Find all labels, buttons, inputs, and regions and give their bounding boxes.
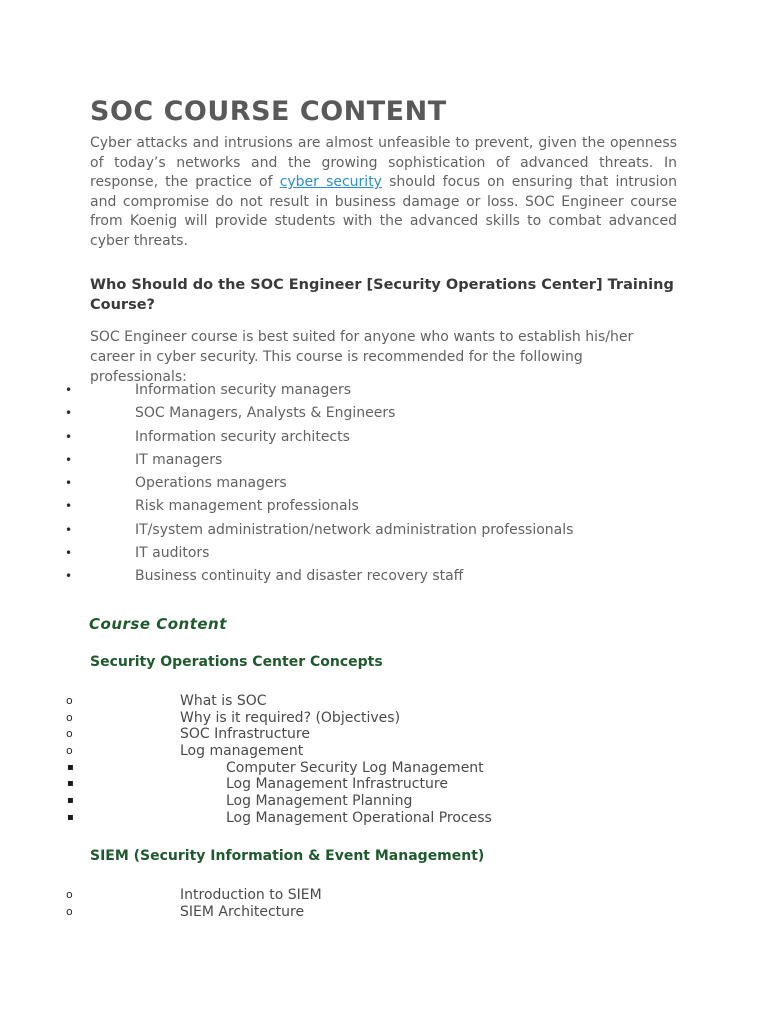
- list-item: [0, 904, 700, 921]
- square-bullet-icon: ▪: [67, 811, 74, 823]
- audience-item-label: Risk management professionals: [135, 498, 359, 515]
- audience-item: [0, 543, 700, 566]
- list-item-label: Introduction to SIEM: [180, 887, 322, 903]
- square-bullet-icon: ▪: [67, 778, 74, 790]
- audience-item: [0, 380, 700, 403]
- audience-list: [0, 380, 700, 590]
- course-content-heading: Course Content: [89, 615, 227, 633]
- audience-item-label: Information security managers: [135, 382, 352, 398]
- bullet-icon: •: [65, 499, 73, 514]
- circle-bullet-icon: o: [66, 888, 73, 901]
- cyber-security-link[interactable]: cyber security: [279, 174, 382, 190]
- audience-item: [0, 427, 700, 450]
- list-item-label: SOC Infrastructure: [180, 726, 310, 743]
- soc-concepts-list: [0, 693, 700, 827]
- who-should-heading: Who Should do the SOC Engineer [Security Operations Center] Training Course?: [90, 277, 674, 313]
- bullet-icon: •: [65, 383, 73, 397]
- bullet-icon: •: [65, 452, 73, 467]
- audience-item-label: Business continuity and disaster recovery staff: [135, 568, 464, 585]
- circle-bullet-icon: o: [66, 694, 73, 707]
- audience-item: [0, 496, 700, 519]
- siem-heading: SIEM (Security Information & Event Management): [90, 848, 485, 864]
- bullet-icon: •: [65, 546, 73, 561]
- square-bullet-icon: ▪: [67, 761, 74, 773]
- sub-list-item-label: Log Management Operational Process: [226, 809, 492, 826]
- audience-item-label: SOC Managers, Analysts & Engineers: [135, 405, 396, 422]
- list-item-label: What is SOC: [180, 693, 267, 709]
- suited-for-paragraph: SOC Engineer course is best suited for anyone who wants to establish his/her career in cyber security. This course is recommended for the following professionals:: [90, 329, 634, 385]
- audience-item-label: IT auditors: [135, 545, 210, 562]
- sub-list-item: [0, 776, 700, 793]
- list-item: [0, 693, 700, 710]
- audience-item: [0, 403, 700, 426]
- bullet-icon: •: [65, 522, 73, 537]
- sub-list-item-label: Computer Security Log Management: [226, 759, 484, 776]
- circle-bullet-icon: o: [66, 904, 73, 918]
- bullet-icon: •: [65, 406, 73, 421]
- soc-concepts-heading: Security Operations Center Concepts: [90, 654, 383, 670]
- intro-paragraph: [90, 134, 677, 251]
- audience-item: [0, 520, 700, 543]
- sub-list-item: [0, 810, 700, 827]
- list-item: [0, 887, 700, 904]
- audience-item-label: Information security architects: [135, 428, 350, 445]
- bullet-icon: •: [65, 429, 73, 444]
- sub-list-item-label: Log Management Planning: [226, 793, 413, 810]
- intro-text-before-link: Cyber attacks and intrusions are almost unfeasible to prevent, given the openness of today’s networks and the growing sophistication of advanced threats. In response, the practice of: [90, 135, 677, 190]
- audience-item: [0, 450, 700, 473]
- sub-list-item-label: Log Management Infrastructure: [226, 776, 448, 793]
- audience-item-label: IT managers: [135, 451, 223, 468]
- bullet-icon: •: [65, 476, 73, 491]
- siem-list: [0, 887, 700, 920]
- sub-list-item: [0, 760, 700, 777]
- circle-bullet-icon: o: [66, 710, 73, 724]
- list-item-label: Why is it required? (Objectives): [180, 709, 401, 726]
- audience-item: [0, 473, 700, 496]
- circle-bullet-icon: o: [66, 727, 73, 741]
- list-item: [0, 726, 700, 743]
- list-item-label: SIEM Architecture: [180, 903, 305, 920]
- audience-item-label: IT/system administration/network administration professionals: [135, 521, 574, 538]
- list-item: [0, 743, 700, 760]
- square-bullet-icon: ▪: [67, 795, 74, 807]
- list-item: [0, 710, 700, 727]
- intro-text-after-link: should focus on ensuring that intrusion and compromise do not result in business damage or loss. SOC Engineer course from Koenig will provide students with the advanced skills to combat advanced cyber threats.: [90, 174, 677, 249]
- page-title: SOC COURSE CONTENT: [90, 96, 447, 127]
- circle-bullet-icon: o: [66, 744, 73, 758]
- audience-item-label: Operations managers: [135, 475, 287, 492]
- audience-item: [0, 566, 700, 589]
- sub-list-item: [0, 793, 700, 810]
- list-item-label: Log management: [180, 743, 304, 760]
- bullet-icon: •: [65, 569, 73, 584]
